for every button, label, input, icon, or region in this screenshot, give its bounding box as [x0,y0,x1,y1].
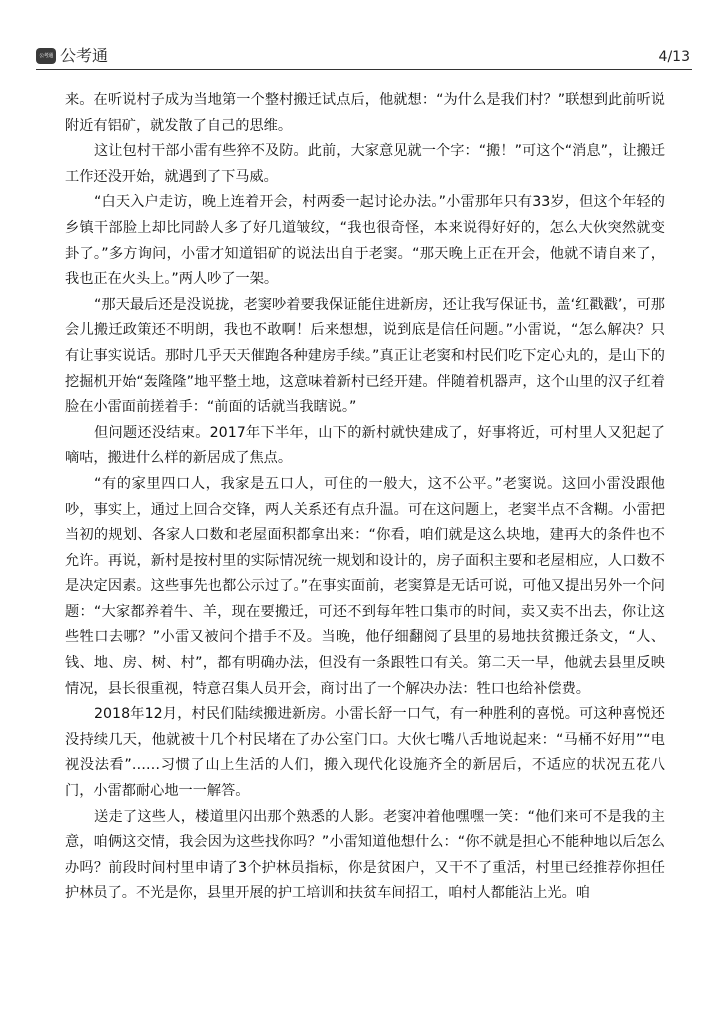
logo-badge-icon: 公考通 [36,48,56,64]
paragraph: 来。在听说村子成为当地第一个整村搬迁试点后，他就想：“为什么是我们村？”联想到此前听说附近有铝矿，就发散了自己的思维。 [65,92,665,134]
paragraph: 这让包村干部小雷有些猝不及防。此前，大家意见就一个字：“搬！”可这个“消息”，让搬迁工作还没开始，就遇到了下马威。 [65,143,665,185]
paragraph: 2018年12月，村民们陆续搬进新房。小雷长舒一口气，有一种胜利的喜悦。可这种喜悦还没持续几天，他就被十几个村民堵在了办公室门口。大伙七嘴八舌地说起来：“马桶不好用”“电视没法看”……习惯了山上生活的人们，搬入现代化设施齐全的新居后，不适应的状况五花八门，小雷都耐心地一一解答。 [65,706,665,800]
page-indicator: 4/13 [658,49,690,65]
app-name: 公考通 [60,46,109,65]
paragraph: “白天入户走访，晚上连着开会，村两委一起讨论办法。”小雷那年只有33岁，但这个年轻的乡镇干部脸上却比同龄人多了好几道皱纹，“我也很奇怪，本来说得好好的，怎么大伙突然就变卦了。”多方询问，小雷才知道铝矿的说法出自于老窦。“那天晚上正在开会，他就不请自来了，我也正在火头上。”两人吵了一架。 [65,194,665,288]
document-body [65,88,665,907]
header-divider [36,69,692,70]
page-header [0,0,724,72]
paragraph: “那天最后还是没说拢，老窦吵着要我保证能住进新房，还让我写保证书，盖‘红戳戳’，可那会儿搬迁政策还不明朗，我也不敢啊！后来想想，说到底是信任问题。”小雷说，“怎么解决？只有让事实说话。那时几乎天天催跑各种建房手续。”真正让老窦和村民们吃下定心丸的，是山下的挖掘机开始“轰隆隆”地平整土地，这意味着新村已经开建。伴随着机器声，这个山里的汉子红着脸在小雷面前搓着手：“前面的话就当我瞎说。” [65,296,665,416]
app-logo [36,46,108,66]
paragraph: 但问题还没结束。2017年下半年，山下的新村就快建成了，好事将近，可村里人又犯起了嘀咕，搬进什么样的新居成了焦点。 [65,424,665,467]
paragraph: “有的家里四口人，我家是五口人，可住的一般大，这不公平。”老窦说。这回小雷没跟他吵，事实上，通过上回合交锋，两人关系还有点升温。可在这问题上，老窦半点不含糊。小雷把当初的规划、各家人口数和老屋面积都拿出来：“你看，咱们就是这么块地，建再大的条件也不允许。再说，新村是按村里的实际情况统一规划和设计的，房子面积主要和老屋相应，人口数不是决定因素。这些事先也都公示过了。”在事实面前，老窦算是无话可说，可他又提出另外一个问题：“大家都养着牛、羊，现在要搬迁，可还不到每年牲口集市的时间，卖又卖不出去，你让这些牲口去哪？”小雷又被问个措手不及。当晚，他仔细翻阅了县里的易地扶贫搬迁条文，“人、钱、地、房、树、村”，都有明确办法，但没有一条跟牲口有关。第二天一早，他就去县里反映情况，县长很重视，特意召集人员开会，商讨出了一个解决办法：牲口也给补偿费。 [65,475,666,697]
paragraph: 送走了这些人，楼道里闪出那个熟悉的人影。老窦冲着他嘿嘿一笑：“他们来可不是我的主意，咱俩这交情，我会因为这些找你吗？”小雷知道他想什么：“你不就是担心不能种地以后怎么办吗？前段时间村里申请了3个护林员指标，你是贫困户，又干不了重活，村里已经推荐你担任护林员了。不光是你，县里开展的护工培训和扶贫车间招工，咱村人都能沾上光。咱 [65,808,665,902]
